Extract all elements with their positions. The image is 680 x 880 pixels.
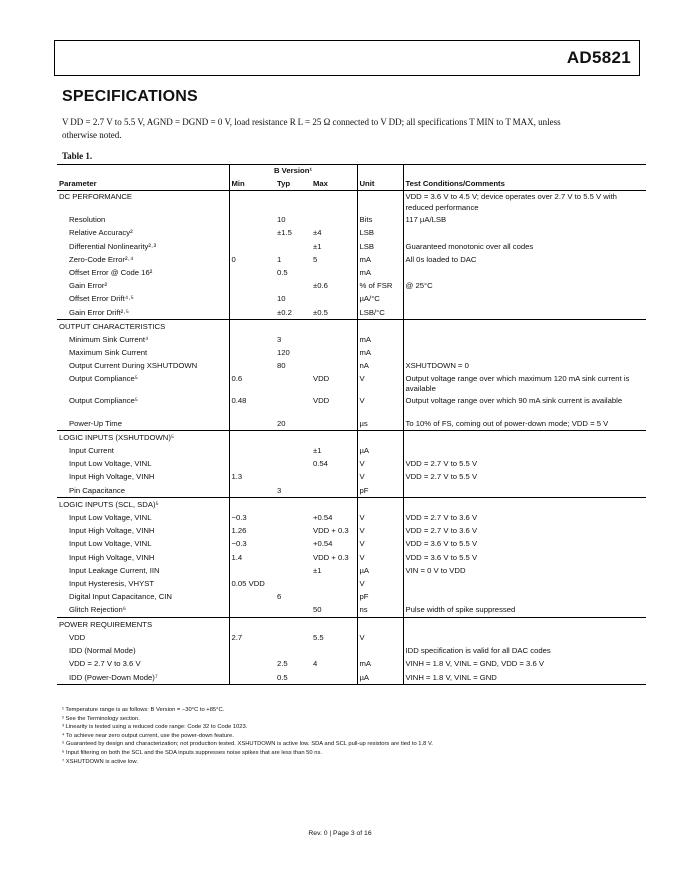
cell-typ: [275, 631, 311, 644]
cell-typ: [275, 551, 311, 564]
spec-table: [57, 164, 646, 685]
cell-typ: [275, 319, 311, 333]
cell-max: VDD: [313, 373, 330, 383]
cell-unit: % of FSR: [357, 279, 403, 292]
cell-conditions: [403, 346, 646, 359]
cell-typ: 80: [277, 361, 286, 371]
table-row: [57, 333, 646, 346]
cell-typ: [275, 444, 311, 457]
cell-max: [311, 497, 357, 511]
cell-typ: 3: [277, 485, 282, 495]
cell-min: [229, 266, 275, 279]
cell-param: Glitch Rejection⁶: [69, 605, 126, 615]
cell-typ: [275, 240, 311, 253]
cell-param: VDD = 2.7 V to 3.6 V: [69, 659, 141, 669]
cell-param: Input Low Voltage, VINL: [69, 513, 152, 523]
cell-min: 0.6: [229, 373, 275, 395]
cell-typ: [275, 470, 311, 483]
cell-param: Input Hysteresis, VHYST: [69, 579, 155, 589]
table-row: [57, 484, 646, 498]
cell-max: [311, 590, 357, 603]
cell-min: 0.48: [229, 395, 275, 417]
cell-min: [229, 333, 275, 346]
cell-param: Input Leakage Current, IIN: [69, 565, 160, 575]
cell-max: +0.54: [313, 539, 333, 549]
cell-conditions: [403, 617, 646, 631]
cell-param: Relative Accuracy²: [69, 228, 133, 238]
cell-param: Minimum Sink Current⁴: [69, 335, 149, 345]
cell-typ: ±0.2: [277, 307, 292, 317]
cell-unit: V: [357, 511, 403, 524]
cell-typ: [275, 511, 311, 524]
table-row: [57, 524, 646, 537]
table-header-row-version: [57, 165, 646, 178]
cell-unit: LSB/°C: [357, 306, 403, 320]
footnote: ¹ Temperature range is as follows: B Version = −30°C to +85°C.: [62, 707, 225, 713]
cell-param: Output Compliance⁵: [69, 373, 138, 383]
cell-conditions: IDD specification is valid for all DAC codes: [403, 644, 646, 657]
cell-min: [229, 430, 275, 444]
cell-typ: 10: [277, 294, 286, 304]
cell-typ: [275, 577, 311, 590]
footnote: ² See the Terminology section.: [62, 715, 140, 722]
cell-max: ±0.5: [313, 307, 328, 317]
cell-min: 2.7: [229, 631, 275, 644]
cell-min: 0.05 VDD: [229, 577, 275, 590]
table-row: [57, 430, 646, 444]
cell-min: −0.3: [229, 537, 275, 550]
cell-min: 1.4: [229, 551, 275, 564]
cell-unit: µA/°C: [357, 292, 403, 305]
table-row: [57, 213, 646, 226]
cell-min: [229, 444, 275, 457]
footnote: ⁷ XSHUTDOWN is active low.: [62, 758, 138, 765]
cell-max: 5.5: [313, 632, 324, 642]
cell-max: +0.54: [313, 513, 333, 523]
col-header-conditions: Test Conditions/Comments: [403, 177, 646, 191]
cell-conditions: [403, 292, 646, 305]
cell-param: Input High Voltage, VINH: [69, 472, 155, 482]
footnote: ⁶ Input filtering on both the SCL and the SDA inputs suppresses noise spikes that are less than 50 ns.: [62, 749, 322, 756]
footnote: ⁵ Guaranteed by design and characterization; not production tested. XSHUTDOWN is active low. SDA and SCL pull-up resistors are tied to 1.8 V.: [62, 741, 433, 748]
cell-unit: ns: [357, 603, 403, 617]
cell-typ: 6: [277, 592, 282, 602]
cell-min: [229, 484, 275, 498]
cell-unit: nA: [357, 359, 403, 372]
cell-param: OUTPUT CHARACTERISTICS: [59, 321, 166, 331]
cell-typ: 0.5: [277, 672, 288, 682]
cell-param: Output Current During XSHUTDOWN: [69, 361, 198, 371]
cell-conditions: [403, 266, 646, 279]
cell-typ: 3: [277, 335, 282, 345]
cell-unit: pF: [357, 590, 403, 603]
cell-min: 0: [229, 253, 275, 266]
cell-param: DC PERFORMANCE: [59, 192, 133, 202]
table-row: [57, 470, 646, 483]
cell-max: [311, 417, 357, 431]
cell-unit: V: [357, 537, 403, 550]
table-row: [57, 292, 646, 305]
cell-max: [311, 577, 357, 590]
cell-unit: V: [357, 395, 403, 417]
cell-unit: V: [357, 577, 403, 590]
cell-unit: mA: [357, 346, 403, 359]
cell-typ: [275, 603, 311, 617]
cell-typ: [275, 564, 311, 577]
cell-conditions: [403, 319, 646, 333]
table-row: [57, 417, 646, 431]
cell-min: [229, 226, 275, 239]
cell-conditions: VDD = 2.7 V to 5.5 V: [403, 470, 646, 483]
table-row: [57, 497, 646, 511]
cell-max: [311, 333, 357, 346]
table-row: [57, 671, 646, 685]
table-row: [57, 631, 646, 644]
cell-max: 5: [313, 254, 318, 264]
cell-typ: 10: [277, 215, 286, 225]
table-caption: Table 1.: [62, 151, 93, 161]
table-row: [57, 279, 646, 292]
table-row: [57, 644, 646, 657]
cell-conditions: XSHUTDOWN = 0: [403, 359, 646, 372]
cell-param: IDD (Power-Down Mode)⁷: [69, 672, 158, 682]
cell-unit: V: [357, 524, 403, 537]
page-footer: Rev. 0 | Page 3 of 16: [308, 830, 372, 837]
cell-min: [229, 359, 275, 372]
cell-typ: [275, 430, 311, 444]
cell-param: IDD (Normal Mode): [69, 646, 136, 656]
cell-min: [229, 644, 275, 657]
cell-unit: mA: [357, 657, 403, 670]
cell-param: Zero-Code Error²·⁴: [69, 254, 134, 264]
cell-param: LOGIC INPUTS (XSHUTDOWN)⁵: [59, 432, 175, 442]
table-row: [57, 564, 646, 577]
cell-conditions: To 10% of FS, coming out of power-down mode; VDD = 5 V: [403, 417, 646, 431]
table-row: [57, 511, 646, 524]
table-header-row: [57, 177, 646, 191]
cell-param: Digital Input Capacitance, CIN: [69, 592, 172, 602]
cell-max: [311, 191, 357, 214]
cell-param: Input High Voltage, VINH: [69, 552, 155, 562]
cell-typ: [275, 191, 311, 214]
cell-param: Gain Error²: [69, 281, 108, 291]
cell-param: Pin Capacitance: [69, 485, 125, 495]
cell-conditions: [403, 333, 646, 346]
cell-unit: LSB: [357, 240, 403, 253]
cell-typ: 0.5: [277, 268, 288, 278]
cell-min: [229, 603, 275, 617]
cell-min: 1.3: [229, 470, 275, 483]
cell-typ: 20: [277, 418, 286, 428]
cell-param: VDD: [69, 632, 86, 642]
cell-conditions: VDD = 3.6 V to 4.5 V; device operates over 2.7 V to 5.5 V with reduced performance: [403, 191, 646, 214]
cell-unit: V: [357, 551, 403, 564]
cell-typ: ±1.5: [277, 228, 292, 238]
cell-max: ±4: [313, 228, 322, 238]
cell-min: [229, 319, 275, 333]
cell-max: ±1: [313, 446, 322, 456]
table-row: [57, 395, 646, 417]
cell-min: [229, 590, 275, 603]
cell-conditions: Pulse width of spike suppressed: [403, 603, 646, 617]
cell-typ: [275, 279, 311, 292]
cell-unit: µA: [357, 444, 403, 457]
cell-param: Input Low Voltage, VINL: [69, 539, 152, 549]
cell-conditions: VDD = 2.7 V to 5.5 V: [403, 457, 646, 470]
cell-param: Power-Up Time: [69, 418, 122, 428]
spec-table-body: [57, 191, 646, 685]
col-header-typ: Typ: [277, 179, 291, 188]
cell-max: VDD: [313, 395, 330, 405]
cell-unit: V: [357, 470, 403, 483]
table-row: [57, 226, 646, 239]
cell-param: Input Current: [69, 446, 114, 456]
cell-min: [229, 191, 275, 214]
cell-unit: [357, 319, 403, 333]
cell-unit: V: [357, 457, 403, 470]
cell-max: [311, 292, 357, 305]
cell-conditions: VDD = 2.7 V to 3.6 V: [403, 524, 646, 537]
cell-conditions: [403, 430, 646, 444]
cell-unit: [357, 430, 403, 444]
table-row: [57, 373, 646, 395]
cell-param: Offset Error @ Code 16²: [69, 268, 153, 278]
table-row: [57, 657, 646, 670]
cell-param: Maximum Sink Current: [69, 348, 148, 358]
table-row: [57, 240, 646, 253]
cell-min: [229, 279, 275, 292]
cell-max: [311, 346, 357, 359]
table-row: [57, 444, 646, 457]
cell-min: [229, 417, 275, 431]
footnotes: [62, 706, 433, 766]
cell-unit: [357, 191, 403, 214]
cell-min: [229, 240, 275, 253]
cell-max: [311, 644, 357, 657]
cell-unit: [357, 644, 403, 657]
cell-param: Gain Error Drift²·⁵: [69, 307, 129, 317]
table-row: [57, 306, 646, 320]
cell-conditions: 117 µA/LSB: [403, 213, 646, 226]
cell-max: [311, 671, 357, 685]
cell-max: [311, 359, 357, 372]
cell-unit: mA: [357, 253, 403, 266]
cell-max: [311, 484, 357, 498]
cell-unit: Bits: [357, 213, 403, 226]
cell-param: Output Compliance⁵: [69, 395, 138, 405]
table-row: [57, 191, 646, 214]
footnote: ⁴ To achieve near zero output current, use the power-down feature.: [62, 732, 234, 739]
cell-conditions: [403, 590, 646, 603]
cell-unit: LSB: [357, 226, 403, 239]
cell-param: POWER REQUIREMENTS: [59, 619, 153, 629]
cell-conditions: [403, 577, 646, 590]
cell-max: [311, 213, 357, 226]
cell-conditions: [403, 306, 646, 320]
cell-max: ±0.6: [313, 281, 328, 291]
cell-conditions: Output voltage range over which 90 mA sink current is available: [403, 395, 646, 417]
cell-min: −0.3: [229, 511, 275, 524]
cell-unit: µA: [357, 671, 403, 685]
cell-typ: [275, 373, 311, 395]
cell-conditions: [403, 497, 646, 511]
cell-min: [229, 657, 275, 670]
cell-conditions: VDD = 3.6 V to 5.5 V: [403, 551, 646, 564]
cell-max: ±1: [313, 565, 322, 575]
table-row: [57, 603, 646, 617]
table-row: [57, 590, 646, 603]
table-row: [57, 457, 646, 470]
cell-unit: mA: [357, 266, 403, 279]
cell-typ: [275, 457, 311, 470]
cell-min: [229, 346, 275, 359]
cell-param: Differential Nonlinearity²·³: [69, 241, 157, 251]
cell-conditions: [403, 631, 646, 644]
cell-typ: [275, 537, 311, 550]
cell-min: [229, 617, 275, 631]
cell-typ: 1: [277, 254, 282, 264]
cell-unit: µs: [357, 417, 403, 431]
cell-min: 1.26: [229, 524, 275, 537]
table-row: [57, 551, 646, 564]
cell-param: Resolution: [69, 215, 106, 225]
cell-max: 50: [313, 605, 322, 615]
table-row: [57, 537, 646, 550]
cell-max: VDD + 0.3: [313, 552, 349, 562]
cell-min: [229, 292, 275, 305]
cell-param: Input Low Voltage, VINL: [69, 459, 152, 469]
version-header: B Version¹: [229, 165, 357, 178]
cell-conditions: VDD = 3.6 V to 5.5 V: [403, 537, 646, 550]
table-row: [57, 346, 646, 359]
cell-max: 4: [313, 659, 318, 669]
intro-text: V DD = 2.7 V to 5.5 V, AGND = DGND = 0 V, load resistance R L = 25 Ω connected to V DD; all specifications T MIN to T MAX, unless otherwise noted.: [62, 117, 561, 140]
cell-max: 0.54: [313, 459, 328, 469]
col-header-min: Min: [229, 177, 275, 191]
cell-conditions: VINH = 1.8 V, VINL = GND: [403, 671, 646, 685]
cell-max: [311, 470, 357, 483]
table-row: [57, 253, 646, 266]
cell-conditions: [403, 226, 646, 239]
table-row: [57, 359, 646, 372]
cell-conditions: Guaranteed monotonic over all codes: [403, 240, 646, 253]
cell-max: VDD + 0.3: [313, 526, 349, 536]
cell-unit: V: [357, 373, 403, 395]
cell-param: LOGIC INPUTS (SCL, SDA)⁵: [59, 499, 159, 509]
cell-min: [229, 457, 275, 470]
cell-conditions: All 0s loaded to DAC: [403, 253, 646, 266]
cell-conditions: @ 25°C: [403, 279, 646, 292]
cell-max: [311, 266, 357, 279]
cell-param: Offset Error Drift⁴·⁵: [69, 294, 134, 304]
col-header-unit: Unit: [357, 177, 403, 191]
cell-max: [311, 319, 357, 333]
cell-unit: [357, 617, 403, 631]
table-row: [57, 577, 646, 590]
cell-min: [229, 213, 275, 226]
cell-min: [229, 564, 275, 577]
table-row: [57, 617, 646, 631]
page-title: SPECIFICATIONS: [62, 88, 198, 105]
cell-typ: [275, 617, 311, 631]
cell-max: [311, 430, 357, 444]
cell-min: [229, 497, 275, 511]
cell-conditions: VDD = 2.7 V to 3.6 V: [403, 511, 646, 524]
part-number: AD5821: [566, 48, 631, 67]
cell-unit: mA: [357, 333, 403, 346]
cell-max: [311, 617, 357, 631]
cell-max: ±1: [313, 241, 322, 251]
cell-conditions: VIN = 0 V to VDD: [403, 564, 646, 577]
cell-typ: [275, 644, 311, 657]
table-row: [57, 266, 646, 279]
table-row: [57, 319, 646, 333]
cell-param: Input High Voltage, VINH: [69, 526, 155, 536]
cell-conditions: [403, 444, 646, 457]
header-box: [54, 40, 640, 76]
footnote: ³ Linearity is tested using a reduced code range: Code 32 to Code 1023.: [62, 724, 248, 731]
cell-unit: pF: [357, 484, 403, 498]
cell-typ: [275, 395, 311, 417]
cell-min: [229, 671, 275, 685]
cell-conditions: [403, 484, 646, 498]
cell-min: [229, 306, 275, 320]
cell-unit: [357, 497, 403, 511]
cell-typ: 2.5: [277, 659, 288, 669]
cell-typ: [275, 497, 311, 511]
cell-typ: [275, 524, 311, 537]
cell-unit: V: [357, 631, 403, 644]
cell-unit: µA: [357, 564, 403, 577]
cell-conditions: Output voltage range over which maximum 120 mA sink current is available: [403, 373, 646, 395]
col-header-max: Max: [313, 179, 328, 188]
col-header-parameter: Parameter: [59, 179, 97, 188]
cell-typ: 120: [277, 348, 290, 358]
cell-conditions: VINH = 1.8 V, VINL = GND, VDD = 3.6 V: [403, 657, 646, 670]
